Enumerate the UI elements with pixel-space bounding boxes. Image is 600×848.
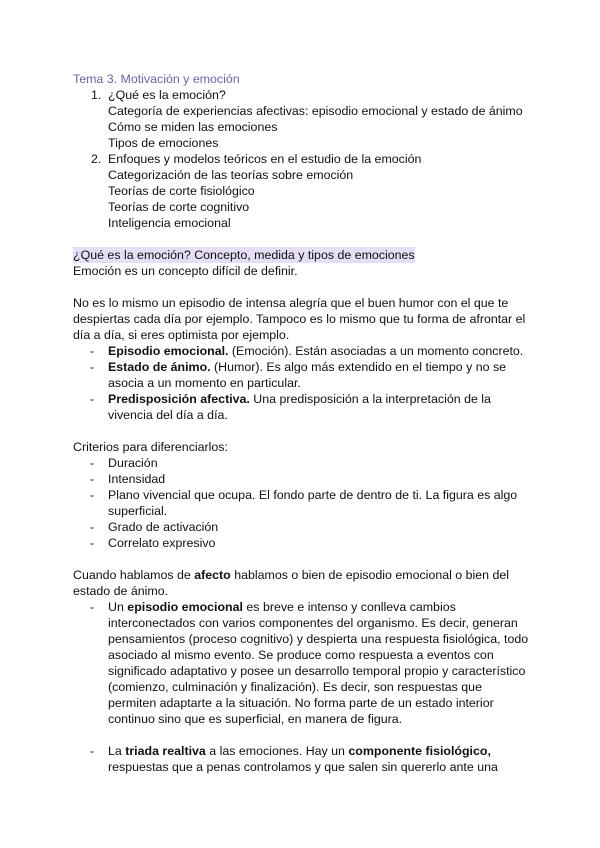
list-item: - La triada realtiva a las emociones. Hay un componente fisiológico, respuestas que a penas controlamos y que salen sin quererlo ante una [90, 744, 498, 774]
toc-list [73, 87, 533, 231]
toc-item: 2. Enfoques y modelos teóricos en el estudio de la emoción [91, 152, 422, 166]
toc-subitem: Cómo se miden las emociones [108, 120, 278, 134]
toc-subitem: Teorías de corte fisiológico [108, 184, 255, 198]
triada-list [73, 743, 533, 775]
types-list [73, 343, 533, 423]
criteria-heading: Criterios para diferenciarlos: [73, 440, 228, 454]
toc-item: 1. ¿Qué es la emoción? [91, 88, 226, 102]
toc-subitem: Tipos de emociones [108, 136, 219, 150]
paragraph: No es lo mismo un episodio de intensa alegría que el buen humor con el que te despiertas cada día por ejemplo. Tampoco es lo mismo que tu forma de afrontar el día a día, si eres optimista por ejemplo. [73, 296, 526, 342]
list-item: - Predisposición afectiva. Una predisposición a la interpretación de la vivencia del día a día. [90, 392, 491, 422]
toc-subitem: Teorías de corte cognitivo [108, 200, 250, 214]
list-item: - Grado de activación [90, 520, 219, 534]
list-item: - Episodio emocional. (Emoción). Están asociadas a un momento concreto. [90, 344, 524, 358]
paragraph: Cuando hablamos de afecto hablamos o bien de episodio emocional o bien del estado de ánimo. [73, 568, 510, 598]
list-item: - Estado de ánimo. (Humor). Es algo más extendido en el tiempo y no se asocia a un momento en particular. [90, 360, 507, 390]
document-page [73, 71, 533, 775]
afecto-list [73, 599, 533, 727]
tema-title-link[interactable]: Tema 3. Motivación y emoción [73, 72, 240, 86]
toc-subitem: Categoría de experiencias afectivas: episodio emocional y estado de ánimo [108, 104, 523, 118]
intro-paragraph: Emoción es un concepto difícil de definir. [73, 264, 298, 278]
list-item: - Un episodio emocional es breve e intenso y conlleva cambios interconectados con varios componentes del organismo. Es decir, generan pensamientos (proceso cognitivo) y despierta una respuesta fisiológica, todo asociado al mismo evento. Se produce como respuesta a eventos con significado adaptativo y posee un desarrollo temporal propio y característico (comienzo, culminación y finalización). Es decir, son respuestas que permiten adaptarte a la situación. No forma parte de un estado interior continuo sino que es superficial, en manera de figura. [90, 600, 529, 726]
toc-subitem: Categorización de las teorías sobre emoción [108, 168, 354, 182]
list-item: - Duración [90, 456, 158, 470]
list-item: - Correlato expresivo [90, 536, 216, 550]
section-heading: ¿Qué es la emoción? Concepto, medida y tipos de emociones [73, 248, 415, 262]
toc-subitem: Inteligencia emocional [108, 216, 231, 230]
criteria-list [73, 455, 533, 551]
list-item: - Plano vivencial que ocupa. El fondo parte de dentro de ti. La figura es algo superficial. [90, 488, 518, 518]
list-item: - Intensidad [90, 472, 166, 486]
